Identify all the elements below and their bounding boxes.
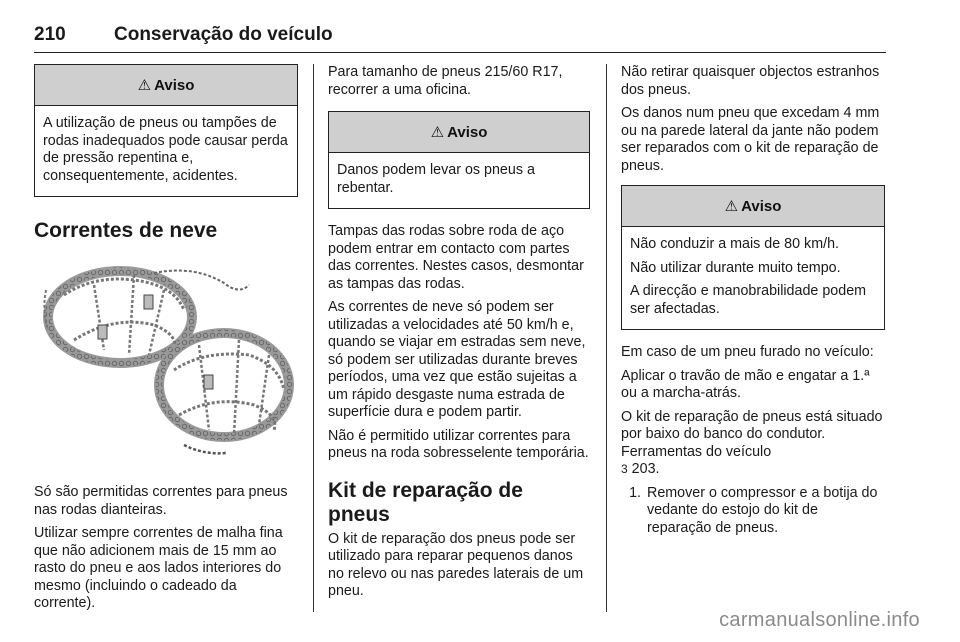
paragraph: Tampas das rodas sobre roda de aço podem entrar em contacto com partes das correntes. Nestes casos, desmontar as tampas das rodas. (328, 223, 584, 292)
warning-icon: ⚠ (430, 124, 445, 141)
page-reference-icon: 3 (621, 462, 628, 476)
paragraph: As correntes de neve só podem ser utilizadas a velocidades até 50 km/h e, quando se viajar em estradas sem neve, só podem ser utilizadas durante breves períodos, uma vez que estão sujeitas a um rápido desgaste numa estrada de superfície dura e podem partir. (328, 299, 586, 420)
paragraph: Os danos num pneu que excedam 4 mm ou na parede lateral da jante não podem ser reparados com o kit de reparação de pneus. (621, 105, 880, 174)
warning-box (34, 64, 298, 197)
section-title-tire-repair-kit: Kit de reparação de pneus (328, 478, 523, 526)
warning-box (621, 185, 885, 330)
column-divider (606, 64, 607, 612)
warning-text: A direcção e manobrabilidade podem ser afectadas. (630, 283, 867, 317)
paragraph: Não é permitido utilizar correntes para pneus na roda sobresselente temporária. (328, 427, 589, 461)
warning-title: Aviso (154, 76, 195, 94)
paragraph: Só são permitidas correntes para pneus nas rodas dianteiras. (34, 484, 288, 518)
warning-box (328, 111, 590, 209)
warning-title: Aviso (447, 123, 488, 141)
warning-text: Não conduzir a mais de 80 km/h. (630, 236, 839, 252)
warning-header (622, 186, 884, 227)
warning-text: Danos podem levar os pneus a rebentar. (337, 162, 535, 196)
warning-icon: ⚠ (137, 77, 152, 94)
paragraph (621, 409, 885, 479)
column-2 (328, 64, 590, 607)
column-1 (34, 64, 298, 619)
page-reference[interactable]: 203. (631, 461, 660, 477)
warning-header (35, 65, 297, 106)
warning-icon: ⚠ (724, 198, 739, 215)
page-header (34, 24, 886, 53)
list-item: 1. Remover o compressor e a botija do vedante do estojo do kit de reparação de pneus. (645, 485, 885, 538)
paragraph: Aplicar o travão de mão e engatar a 1.ª ou a marcha-atrás. (621, 367, 870, 401)
page-number: 210 (34, 24, 66, 45)
warning-text: Não utilizar durante muito tempo. (630, 259, 841, 276)
paragraph: O kit de reparação dos pneus pode ser utilizado para reparar pequenos danos no relevo ou nas paredes laterais de um pneu. (328, 530, 584, 599)
column-divider (313, 64, 314, 612)
column-3 (621, 64, 885, 537)
paragraph: Em caso de um pneu furado no veículo: (621, 344, 874, 360)
paragraph: Não retirar quaisquer objectos estranhos dos pneus. (621, 64, 880, 98)
section-title-snow-chains: Correntes de neve (34, 219, 218, 242)
warning-header (329, 112, 589, 153)
paragraph: Para tamanho de pneus 215/60 R17, recorrer a uma oficina. (328, 64, 563, 98)
paragraph: Utilizar sempre correntes de malha fina que não adicionem mais de 15 mm ao rasto do pneu e aos lados interiores do mesmo (incluindo o cadeado da corrente). (34, 525, 283, 611)
warning-text: A utilização de pneus ou tampões de rodas inadequados pode causar perda de pressão repentina e, consequentemente, acidentes. (43, 115, 288, 184)
page-title: Conservação do veículo (114, 24, 333, 45)
watermark: carmanualsonline.info (719, 609, 920, 631)
paragraph-text: O kit de reparação de pneus está situado por baixo do banco do condutor. Ferramentas do veículo (621, 408, 883, 460)
snow-chain-illustration (34, 255, 298, 463)
warning-title: Aviso (741, 197, 782, 215)
steps-list (621, 485, 885, 538)
